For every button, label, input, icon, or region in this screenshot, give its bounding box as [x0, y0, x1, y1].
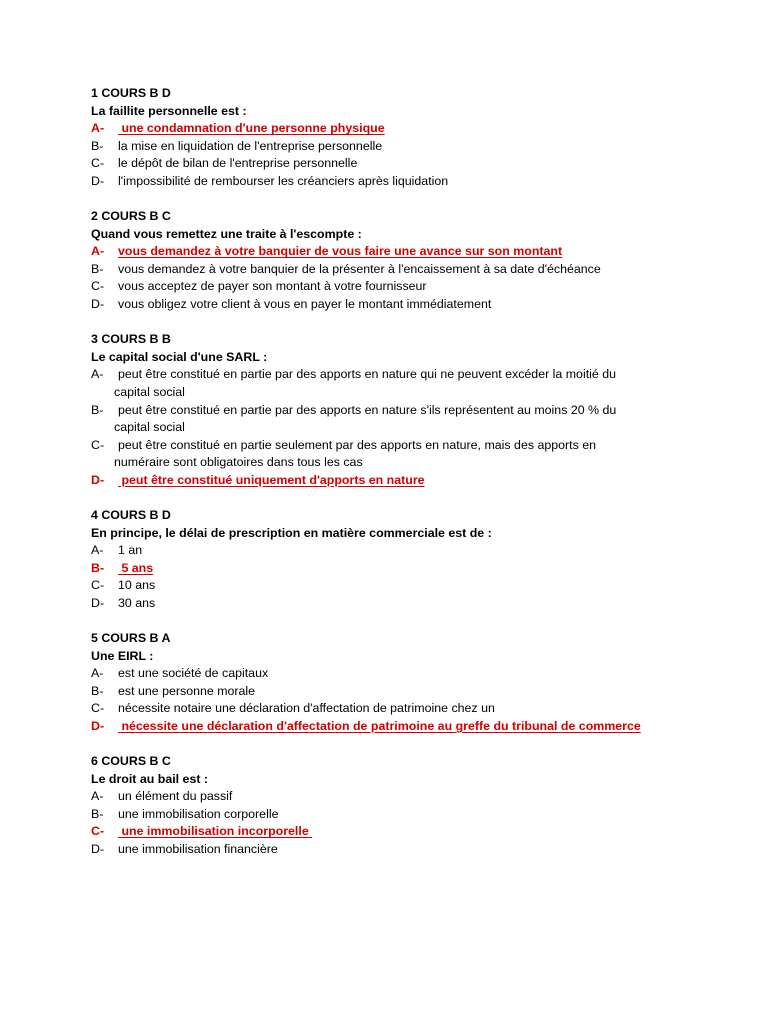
answer-option — [91, 155, 691, 173]
question-block — [91, 85, 691, 191]
option-text: la mise en liquidation de l'entreprise personnelle — [118, 138, 383, 153]
answer-option-correct — [91, 243, 691, 261]
option-text: vous demandez à votre banquier de vous faire une avance sur son montant — [118, 244, 563, 259]
answer-option-correct — [91, 823, 691, 841]
option-text: le dépôt de bilan de l'entreprise personnelle — [118, 156, 358, 171]
answer-option — [91, 261, 691, 279]
answer-option — [91, 542, 691, 560]
question-block — [91, 753, 691, 859]
option-text-continuation: numéraire sont obligatoires dans tous les cas — [114, 455, 363, 470]
option-text: l'impossibilité de rembourser les créanciers après liquidation — [118, 173, 449, 188]
question-block — [91, 208, 691, 314]
option-text: vous demandez à votre banquier de la présenter à l'encaissement à sa date d'échéance — [118, 261, 601, 276]
answer-option — [91, 437, 691, 472]
answer-option — [91, 402, 691, 437]
question-header: 4 COURS B D — [91, 507, 171, 522]
answer-option — [91, 683, 691, 701]
option-text: peut être constitué en partie seulement par des apports en nature, mais des apports en — [118, 437, 597, 452]
option-text: nécessite une déclaration d'affectation de patrimoine au greffe du tribunal de commerce — [118, 719, 641, 733]
option-letter: A- — [91, 121, 105, 136]
option-text: est une société de capitaux — [118, 666, 269, 681]
question-prompt: En principe, le délai de prescription en matière commerciale est de : — [91, 525, 492, 540]
option-letter: C- — [91, 701, 105, 716]
question-prompt: Le droit au bail est : — [91, 771, 209, 786]
option-text: est une personne morale — [118, 683, 256, 698]
option-letter: B- — [91, 683, 104, 698]
answer-option-correct — [91, 560, 691, 578]
option-text: nécessite notaire une déclaration d'affectation de patrimoine chez un — [118, 701, 495, 716]
option-letter: B- — [91, 402, 104, 417]
option-text: un élément du passif — [118, 789, 233, 804]
option-letter: D- — [91, 472, 105, 487]
answer-option — [91, 296, 691, 314]
option-letter: A- — [91, 244, 105, 259]
option-letter: B- — [91, 560, 105, 575]
question-block — [91, 630, 691, 736]
option-text: peut être constitué en partie par des apports en nature s'ils représentent au moins 20 % du — [118, 402, 617, 417]
option-letter: C- — [91, 824, 105, 839]
option-text: vous acceptez de payer son montant à votre fournisseur — [118, 279, 427, 294]
question-header: 6 COURS B C — [91, 754, 171, 769]
option-text: une immobilisation corporelle — [118, 806, 279, 821]
option-letter: C- — [91, 578, 105, 593]
answer-option — [91, 595, 691, 613]
option-letter: D- — [91, 719, 105, 733]
option-letter: D- — [91, 595, 105, 610]
question-prompt: Quand vous remettez une traite à l'escompte : — [91, 226, 362, 241]
option-text: vous obligez votre client à vous en payer le montant immédiatement — [118, 297, 492, 312]
option-letter: A- — [91, 789, 104, 804]
option-letter: D- — [91, 842, 105, 857]
option-text: peut être constitué en partie par des apports en nature qui ne peuvent excéder la moitié du — [118, 367, 617, 382]
option-text: 10 ans — [118, 578, 156, 593]
answer-option — [91, 841, 691, 859]
option-text-continuation: capital social — [114, 420, 185, 435]
question-header: 5 COURS B A — [91, 631, 171, 646]
question-block — [91, 331, 691, 489]
option-text: une immobilisation financière — [118, 842, 278, 857]
option-letter: C- — [91, 437, 105, 452]
option-letter: C- — [91, 279, 105, 294]
question-prompt: La faillite personnelle est : — [91, 103, 247, 118]
answer-option-correct — [91, 120, 691, 138]
option-letter: A- — [91, 543, 104, 558]
answer-option — [91, 806, 691, 824]
option-text: une condamnation d'une personne physique — [118, 121, 385, 136]
option-text: 5 ans — [118, 560, 154, 575]
question-block — [91, 507, 691, 613]
answer-option — [91, 665, 691, 683]
answer-option-correct — [91, 718, 691, 736]
option-text: peut être constitué uniquement d'apports en nature — [118, 472, 425, 487]
question-prompt: Le capital social d'une SARL : — [91, 349, 268, 364]
option-letter: B- — [91, 138, 104, 153]
option-letter: D- — [91, 297, 105, 312]
option-letter: D- — [91, 173, 105, 188]
option-letter: B- — [91, 806, 104, 821]
answer-option-correct — [91, 472, 691, 490]
answer-option — [91, 173, 691, 191]
answer-option — [91, 788, 691, 806]
answer-option — [91, 366, 691, 401]
answer-option — [91, 138, 691, 156]
question-prompt: Une EIRL : — [91, 648, 154, 663]
question-header: 1 COURS B D — [91, 86, 171, 100]
option-letter: A- — [91, 666, 104, 681]
answer-option — [91, 700, 691, 718]
option-letter: B- — [91, 261, 104, 276]
option-letter: A- — [91, 367, 104, 382]
question-header: 2 COURS B C — [91, 209, 171, 224]
option-letter: C- — [91, 156, 105, 171]
option-text: 30 ans — [118, 595, 156, 610]
question-header: 3 COURS B B — [91, 332, 171, 347]
option-text: 1 an — [118, 543, 143, 558]
quiz-content — [91, 85, 691, 876]
option-text-continuation: capital social — [114, 384, 185, 399]
option-text: une immobilisation incorporelle — [118, 824, 313, 839]
answer-option — [91, 577, 691, 595]
answer-option — [91, 278, 691, 296]
